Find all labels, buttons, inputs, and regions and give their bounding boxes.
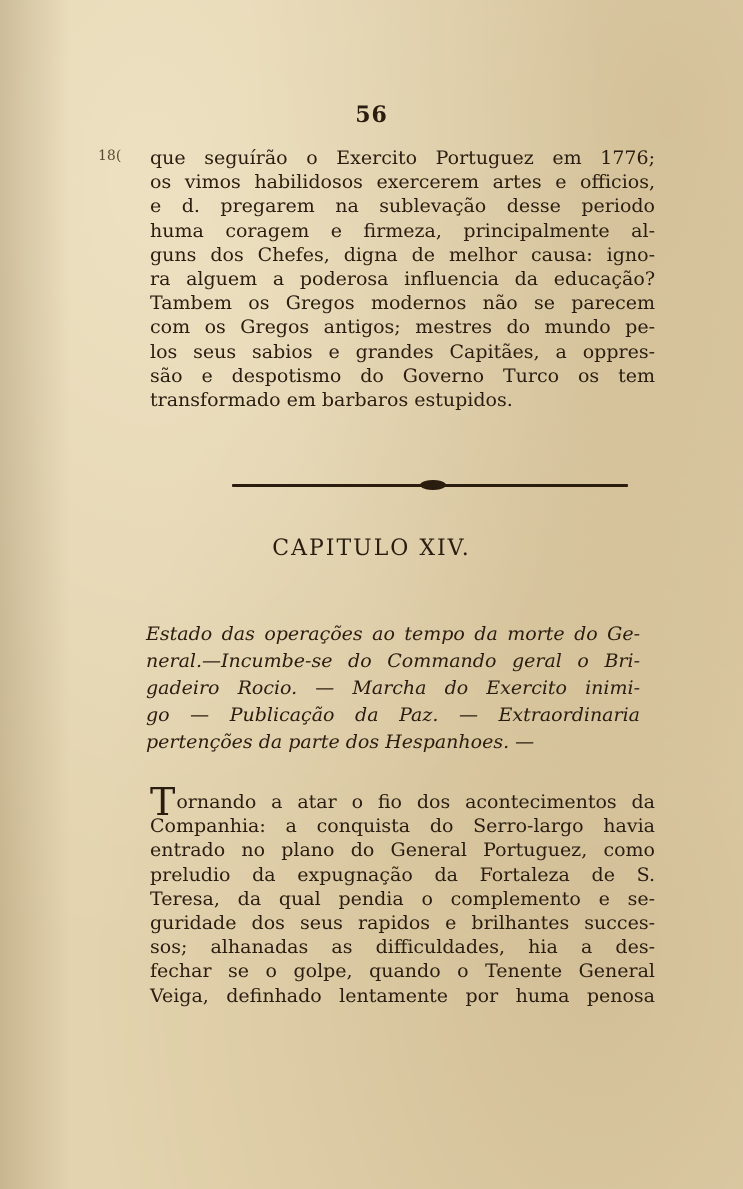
summary-line: go — Publicação da Paz. — Extraordinaria [146, 704, 640, 726]
paragraph-1-line: ra alguem a poderosa influencia da educação? [150, 268, 655, 291]
paragraph-1-line: guns dos Chefes, digna de melhor causa: igno- [150, 243, 655, 266]
summary-line: gadeiro Rocio. — Marcha do Exercito inimi- [146, 677, 640, 699]
summary-line: neral.—Incumbe-se do Commando geral o Bri- [146, 650, 640, 672]
paragraph-2-line: preludio da expugnação da Fortaleza de S. [150, 863, 655, 886]
paragraph-1 [150, 146, 655, 412]
paragraph-1-line: e d. pregarem na sublevação desse periodo [150, 195, 655, 218]
summary-line: pertenções da parte dos Hespanhoes. — [146, 731, 535, 753]
paragraph-2-line: Companhia: a conquista do Serro-largo havia [150, 815, 655, 838]
paragraph-1-line: transformado em barbaros estupidos. [150, 389, 513, 412]
paragraph-1-line: Tambem os Gregos modernos não se parecem [150, 292, 655, 315]
chapter-summary [146, 621, 640, 756]
summary-line: Estado das operações ao tempo da morte do Ge- [146, 623, 640, 645]
paragraph-2-line: Teresa, da qual pendia o complemento e se- [150, 887, 655, 910]
paragraph-1-line: los seus sabios e grandes Capitães, a oppres- [150, 340, 655, 363]
paragraph-2-line: sos; alhanadas as difficuldades, hia a des- [150, 936, 655, 959]
paragraph-2-first-line-text: ornando a atar o fio dos acontecimentos da [176, 791, 655, 813]
paragraph-1-line: com os Gregos antigos; mestres do mundo pe- [150, 316, 655, 339]
paragraph-2 [150, 780, 655, 1008]
paragraph-2-line: entrado no plano do General Portuguez, como [150, 839, 655, 862]
page-edge-shadow [0, 0, 70, 1189]
paragraph-1-line: huma coragem e firmeza, principalmente al- [150, 219, 655, 242]
margin-mark: 18( [98, 148, 122, 164]
page-number: 56 [355, 102, 388, 128]
chapter-heading: CAPITULO XIV. [272, 536, 471, 561]
paragraph-2-line: fechar se o golpe, quando o Tenente General [150, 960, 655, 983]
divider-ornament-icon [420, 480, 446, 490]
paragraph-2-line: Veiga, definhado lentamente por huma penosa [150, 984, 655, 1007]
paragraph-2-line: guridade dos seus rapidos e brilhantes succes- [150, 912, 655, 935]
paragraph-1-line: que seguírão o Exercito Portuguez em 1776; [150, 147, 655, 169]
paragraph-2-first-line [150, 780, 655, 824]
paragraph-1-line: são e despotismo do Governo Turco os tem [150, 364, 655, 387]
drop-cap: T [150, 780, 176, 824]
paragraph-1-line: os vimos habilidosos exercerem artes e officios, [150, 171, 655, 194]
